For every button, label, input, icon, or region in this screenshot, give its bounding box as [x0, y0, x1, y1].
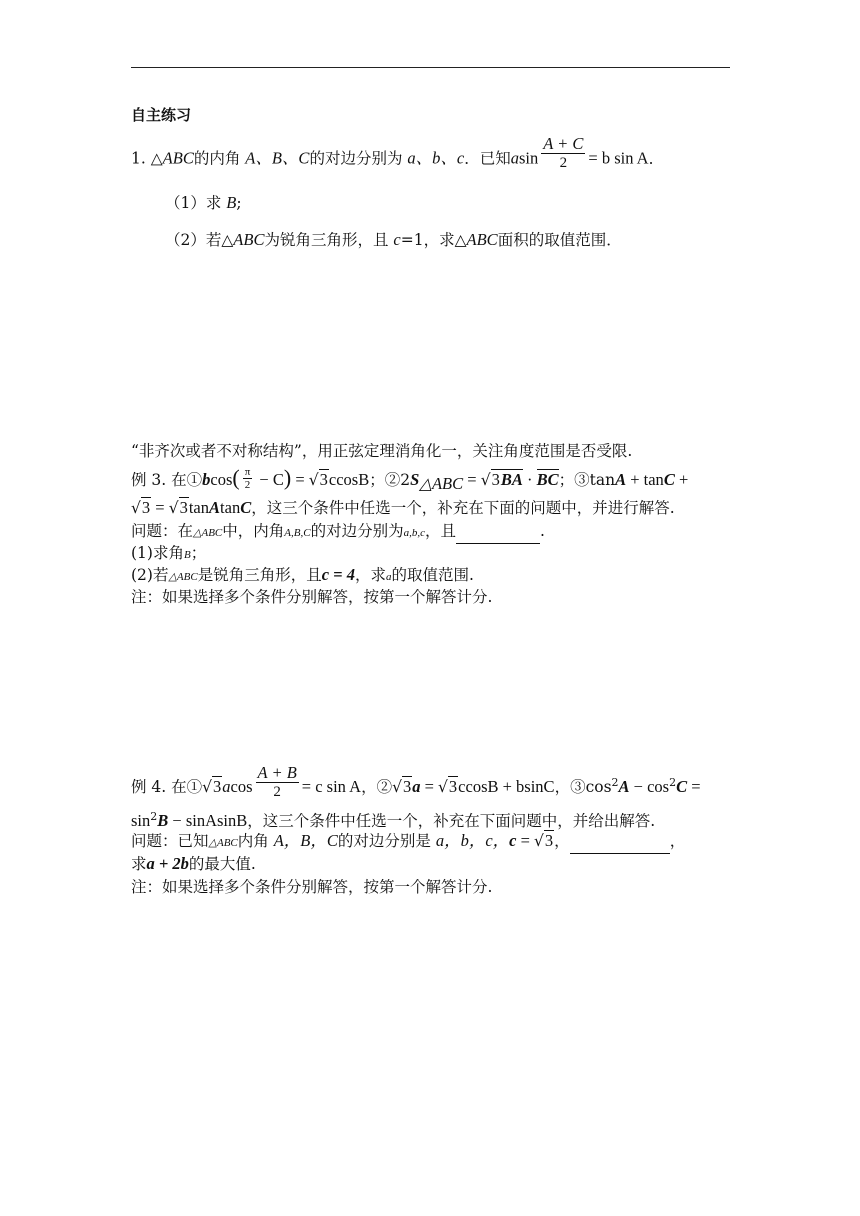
- ex3-line1: 例 3. 在①bcos( $\frac{\pi}{2}$ − C) = √3ccosB；$②2S_{\triangle ABC} = √3BA$ · BC；③tanA + tanC +: [131, 465, 689, 494]
- q1-stem: 1. △ABC的内角 A、B、C的对边分别为 a、b、c．已知asin $\frac{A + C}{2}$ = b sin A．: [131, 134, 665, 171]
- ex3-problem: 问题：在△ABC中，内角A,B,C的对边分别为a,b,c，且 .: [131, 520, 545, 544]
- ex4-line4: 求a + 2b的最大值.: [131, 854, 256, 873]
- ex4-problem: 问题：已知△ABC内角 A，B，C的对边分别是 a，b，c，c = √3， ，: [131, 830, 685, 854]
- ex4-line2: $\sin^2B$ − sinAsinB，这三个条件中任选一个，补充在下面问题中，并给出解答.: [131, 810, 656, 831]
- section-title: 自主练习: [131, 106, 192, 124]
- q1-part1: （1）求 B;: [165, 193, 242, 212]
- ex4-line1: 例 4. 在①√3acos $\frac{A + B}{2}$ = c sin A，②√3a = √3ccosB + bsinC，$③\cos^2A - \cos^2C$ =: [131, 762, 701, 800]
- ex3-line2: √3 = √3tanAtanC，这三个条件中任选一个，补充在下面的问题中，并进行解答.: [131, 498, 675, 517]
- method-tip: “非齐次或者不对称结构”，用正弦定理消角化一，关注角度范围是否受限.: [131, 442, 633, 460]
- ex4-fill-blank: [570, 837, 670, 854]
- ex3-fill-blank: [456, 527, 540, 544]
- ex3-part2: (2)若△ABC是锐角三角形，且c = 4，求a的取值范围.: [131, 565, 474, 584]
- q1-part2: （2）若△ABC为锐角三角形，且 c=1，求△ABC面积的取值范围．: [165, 230, 622, 249]
- ex4-note: 注：如果选择多个条件分别解答，按第一个解答计分.: [131, 878, 493, 896]
- ex3-note: 注：如果选择多个条件分别解答，按第一个解答计分.: [131, 588, 493, 606]
- header-rule: [131, 67, 730, 68]
- q1-fraction: $\frac{A + C}{2}$: [543, 134, 584, 171]
- ex3-part1: (1)求角B；: [131, 544, 207, 562]
